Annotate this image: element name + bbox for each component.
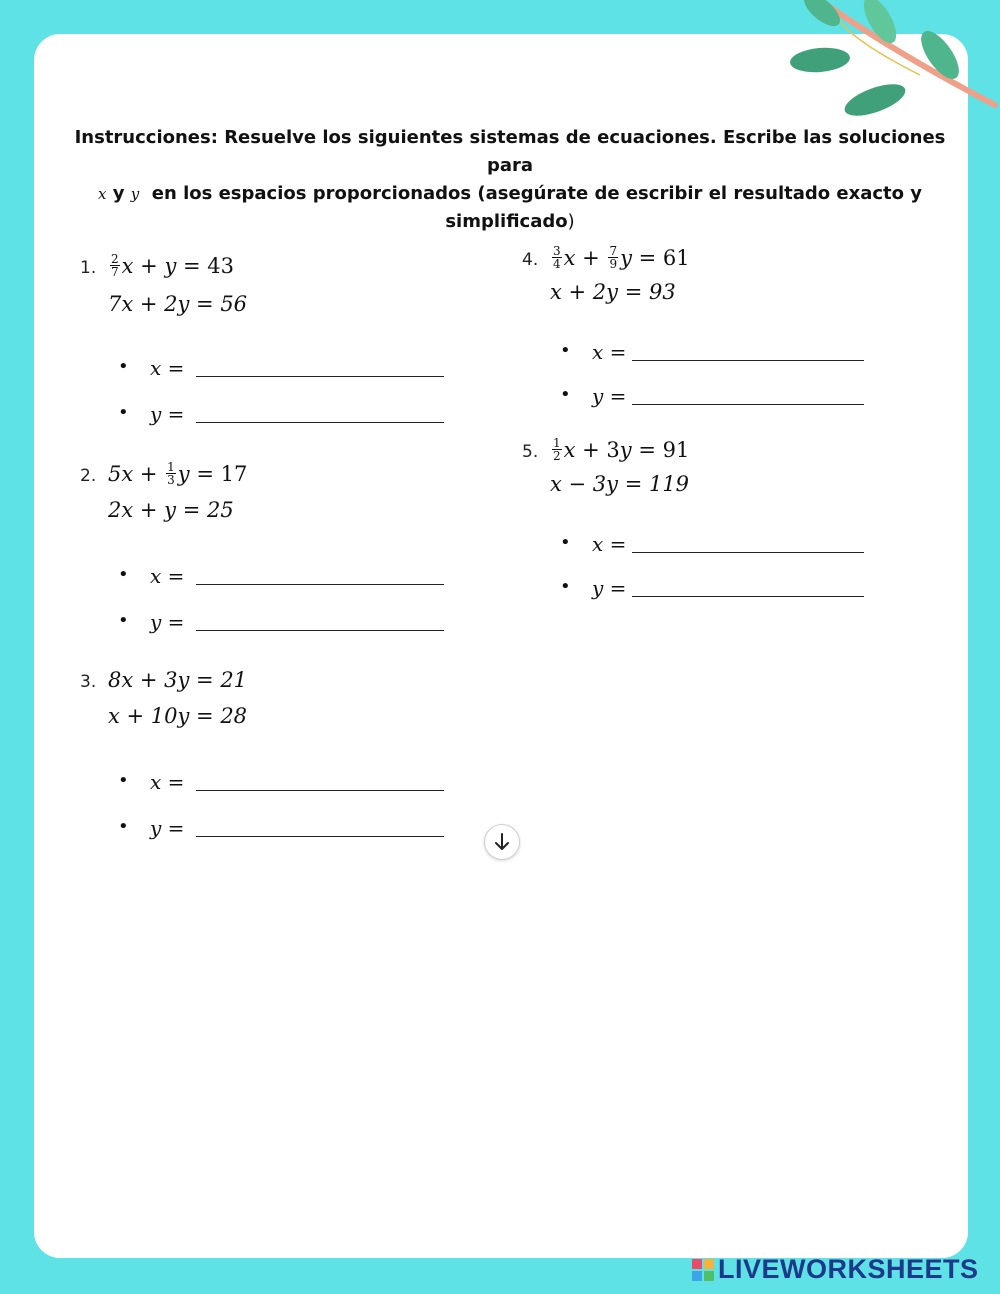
bullet: • xyxy=(118,564,129,585)
y-label: y = xyxy=(592,576,627,600)
bullet: • xyxy=(560,384,571,405)
term: y xyxy=(164,254,177,278)
problem-5 xyxy=(522,436,922,606)
term: = 61 xyxy=(631,246,690,270)
x-label: x = xyxy=(150,770,185,794)
x-answer-field[interactable] xyxy=(196,376,444,377)
instructions-line-2-text: en los espacios proporcionados (asegúrate de escribir el resultado exacto y simplificado xyxy=(151,183,922,232)
x-label: x = xyxy=(592,340,627,364)
conjunction: y xyxy=(112,183,125,204)
y-label: y = xyxy=(150,402,185,426)
equation-2: x − 3y = 119 xyxy=(550,472,690,496)
equation-1 xyxy=(108,254,234,280)
fraction xyxy=(110,253,120,278)
answer-y xyxy=(118,610,448,634)
y-label: y = xyxy=(150,610,185,634)
y-answer-field[interactable] xyxy=(196,422,444,423)
fraction xyxy=(608,245,618,270)
x-answer-field[interactable] xyxy=(632,552,864,553)
answer-y xyxy=(560,576,890,600)
y-answer-field[interactable] xyxy=(196,836,444,837)
fraction xyxy=(552,245,562,270)
equation-1 xyxy=(108,462,247,488)
bullet: • xyxy=(118,770,129,791)
equation-1 xyxy=(550,246,690,272)
x-answer-field[interactable] xyxy=(196,790,444,791)
y-answer-field[interactable] xyxy=(632,596,864,597)
term: = 43 xyxy=(176,254,234,278)
var-y: y xyxy=(130,185,140,203)
numerator: 2 xyxy=(111,252,119,266)
problem-1 xyxy=(80,252,480,432)
answer-y xyxy=(118,402,448,426)
x-label: x = xyxy=(150,356,185,380)
x-label: x = xyxy=(150,564,185,588)
x-answer-field[interactable] xyxy=(196,584,444,585)
answer-y xyxy=(560,384,890,408)
y-label: y = xyxy=(150,816,185,840)
term: + xyxy=(133,254,165,278)
equation-2: x + 2y = 93 xyxy=(550,280,676,304)
brand-name: LIVEWORKSHEETS xyxy=(718,1254,979,1284)
close-paren: ) xyxy=(567,211,575,232)
numerator: 7 xyxy=(609,244,618,258)
answer-x xyxy=(560,532,890,556)
term: = 17 xyxy=(189,462,248,486)
instructions-line-1: Instrucciones: Resuelve los siguientes sistemas de ecuaciones. Escribe las soluciones para xyxy=(74,127,946,176)
bullet: • xyxy=(560,576,571,597)
term: y xyxy=(620,246,632,270)
term: + 3 xyxy=(575,438,620,462)
problem-2 xyxy=(80,460,480,640)
equation-2: 2x + y = 25 xyxy=(108,498,234,522)
answer-y xyxy=(118,816,448,840)
bullet: • xyxy=(118,356,129,377)
denominator: 2 xyxy=(553,449,561,463)
fraction xyxy=(552,437,562,462)
x-answer-field[interactable] xyxy=(632,360,864,361)
denominator: 9 xyxy=(609,257,618,271)
equation-1 xyxy=(550,438,689,464)
bullet: • xyxy=(118,610,129,631)
term: x xyxy=(563,438,576,462)
term: x xyxy=(121,254,134,278)
equation-1: 8x + 3y = 21 xyxy=(108,668,248,692)
y-answer-field[interactable] xyxy=(632,404,864,405)
bullet: • xyxy=(118,402,129,423)
equation-2: 7x + 2y = 56 xyxy=(108,292,248,316)
liveworksheets-mark-icon xyxy=(692,1259,714,1281)
problem-4 xyxy=(522,244,922,414)
x-label: x = xyxy=(592,532,627,556)
answer-x xyxy=(118,356,448,380)
instructions-line-2 xyxy=(50,180,970,236)
term: 5x + xyxy=(108,462,165,486)
answer-x xyxy=(560,340,890,364)
denominator: 3 xyxy=(167,473,175,487)
problem-number: 4. xyxy=(522,250,539,270)
problem-number: 3. xyxy=(80,672,97,692)
problem-number: 2. xyxy=(80,466,97,486)
equation-2: x + 10y = 28 xyxy=(108,704,248,728)
term: x + xyxy=(563,246,607,270)
scroll-down-button[interactable] xyxy=(484,824,520,860)
fraction xyxy=(166,461,176,486)
answer-x xyxy=(118,564,448,588)
leaf-branch-decoration xyxy=(780,0,1000,130)
y-answer-field[interactable] xyxy=(196,630,444,631)
numerator: 1 xyxy=(167,460,175,474)
var-x: x xyxy=(98,185,107,203)
term: = 91 xyxy=(631,438,690,462)
y-label: y = xyxy=(592,384,627,408)
instructions xyxy=(50,124,970,236)
numerator: 3 xyxy=(553,244,561,258)
bullet: • xyxy=(118,816,129,837)
problem-3 xyxy=(80,666,480,846)
problem-number: 1. xyxy=(80,258,97,278)
denominator: 4 xyxy=(553,257,561,271)
denominator: 7 xyxy=(111,265,119,279)
arrow-down-icon xyxy=(485,825,519,859)
answer-x xyxy=(118,770,448,794)
bullet: • xyxy=(560,532,571,553)
term: y xyxy=(177,462,190,486)
problem-number: 5. xyxy=(522,442,539,462)
numerator: 1 xyxy=(553,436,561,450)
term: y xyxy=(619,438,632,462)
bullet: • xyxy=(560,340,571,361)
